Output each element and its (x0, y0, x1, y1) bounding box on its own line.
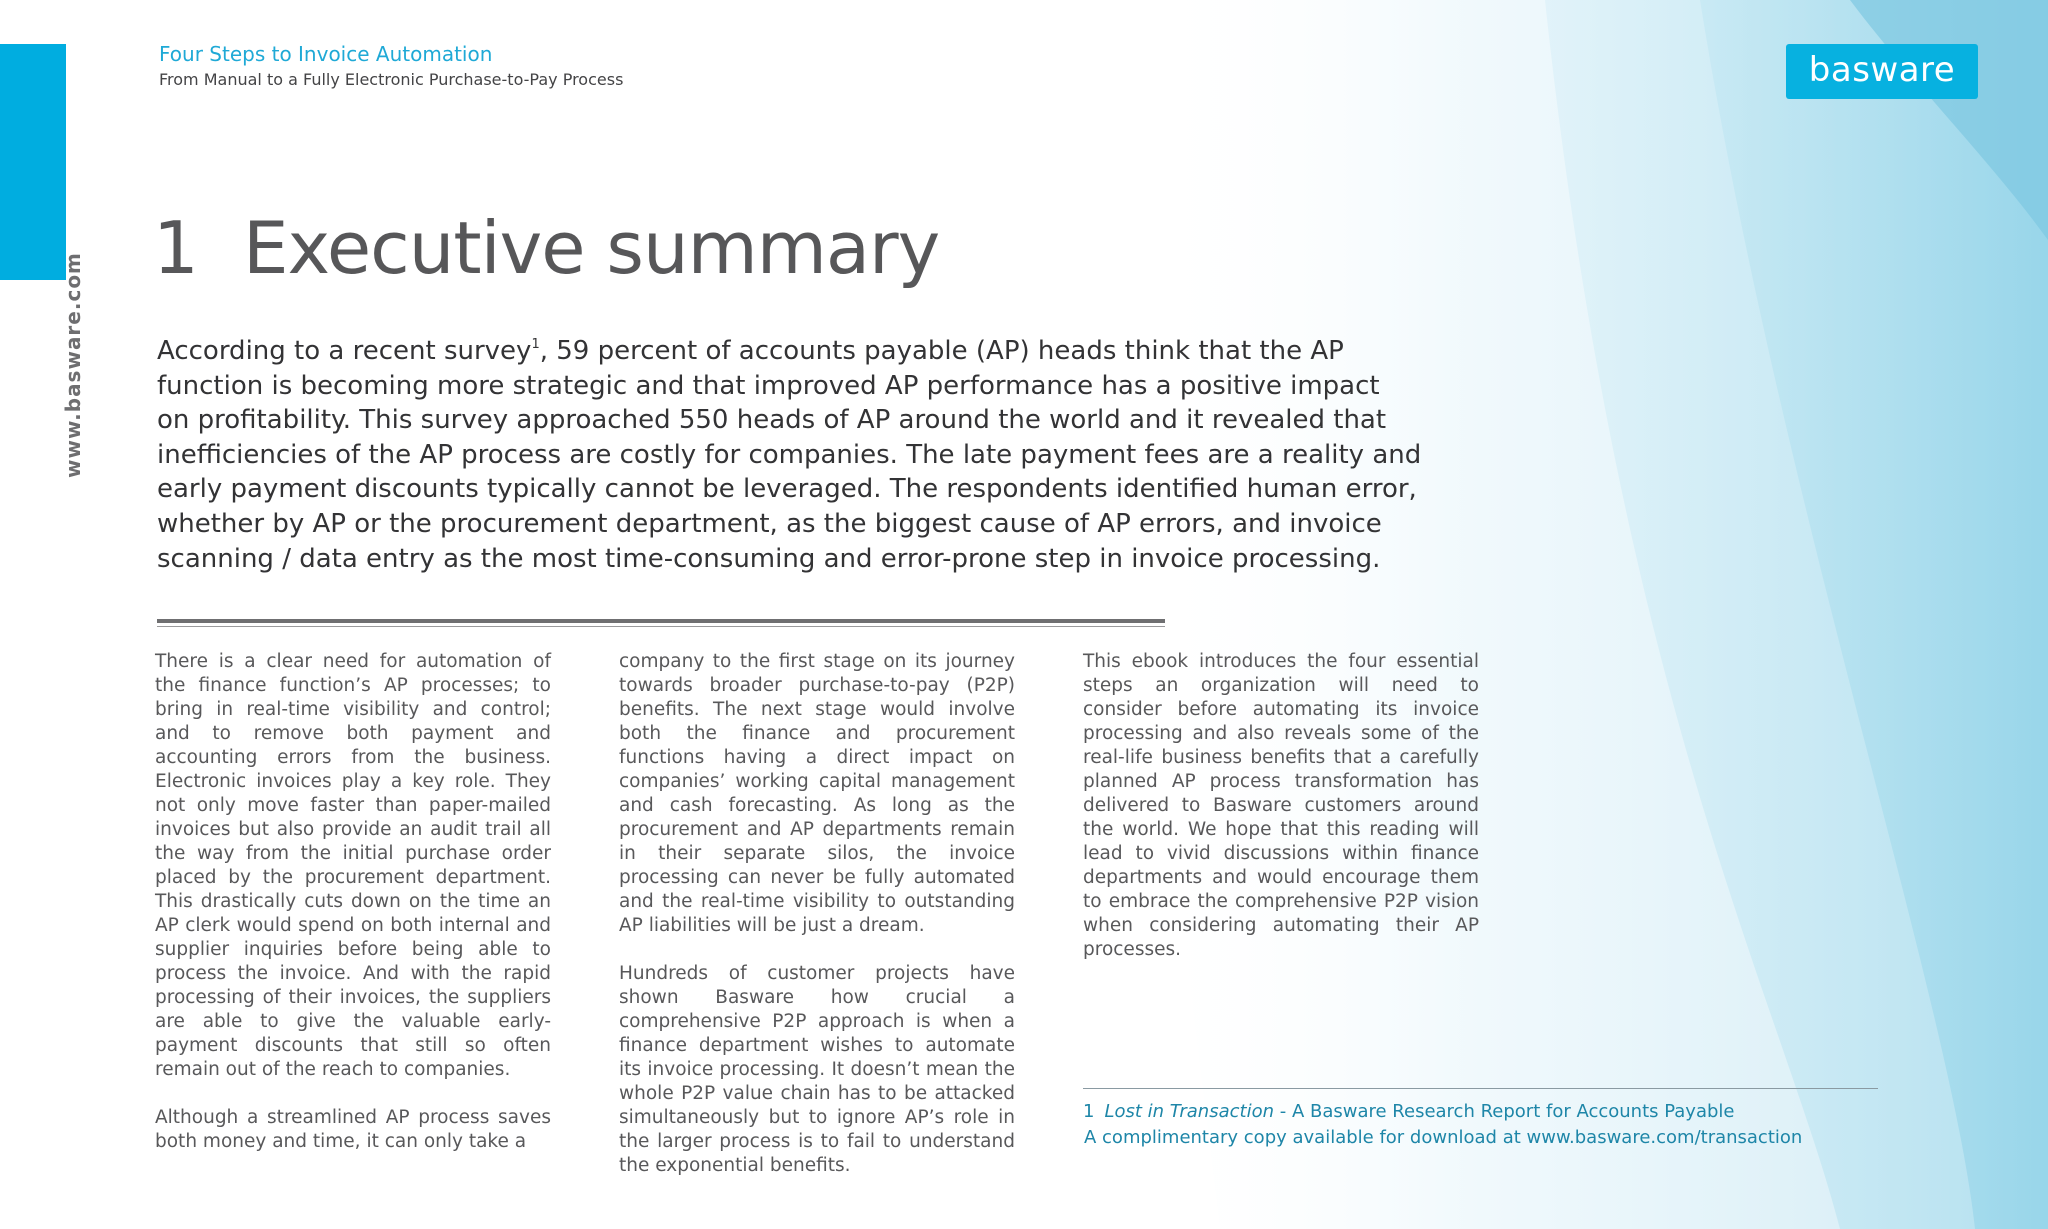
body-column-1 (155, 650, 551, 1154)
footnote-download-link[interactable]: A complimentary copy available for download at www.basware.com/transaction (1084, 1127, 1803, 1148)
lead-line: whether by AP or the procurement department, as the biggest cause of AP errors, and invoice (157, 508, 1382, 539)
section-number: 1 (153, 206, 199, 290)
body-column-2 (619, 650, 1015, 1178)
lead-line: According to a recent survey$^1$, 59 percent of accounts payable (AP) heads think that the AP (157, 336, 1344, 366)
divider-thick (157, 619, 1165, 623)
side-accent-bar (0, 44, 66, 280)
divider-thin (157, 626, 1165, 627)
document-subtitle: From Manual to a Fully Electronic Purchase-to-Pay Process (159, 70, 624, 89)
lead-line: scanning / data entry as the most time-consuming and error-prone step in invoice processing. (157, 543, 1381, 574)
footnote-ref: 1 (531, 337, 540, 352)
body-paragraph: There is a clear need for automation of the finance function’s AP processes; to bring in real-time visibility and control; and to remove both payment and accounting errors from the business. Electronic invoices play a key role. They not only move faster than paper-mailed invoices but also provide an audit trail all the way from the initial purchase order placed by the procurement department. This drastically cuts down on the time an AP clerk would spend on both internal and supplier inquiries before being able to process the invoice. And with the rapid processing of their invoices, the suppliers are able to give the valuable early-payment discounts that still so often remain out of the reach to companies. (155, 651, 551, 1080)
document-title: Four Steps to Invoice Automation (159, 42, 493, 66)
lead-line: on profitability. This survey approached 550 heads of AP around the world and it revealed that (157, 405, 1387, 436)
footnote-report-desc: - A Basware Research Report for Accounts Payable (1274, 1101, 1735, 1122)
lead-line: inefficiencies of the AP process are costly for companies. The late payment fees are a reality and (157, 439, 1422, 470)
basware-logo (1786, 44, 1978, 99)
footnote-divider (1083, 1088, 1878, 1089)
logo-wordmark: basware (1808, 49, 1956, 90)
footnote-report-title: Lost in Transaction (1104, 1101, 1275, 1122)
body-paragraph: company to the first stage on its journey towards broader purchase-to-pay (P2P) benefits. The next stage would involve both the finance and procurement functions having a direct impact on companies’ working capital management and cash forecasting. As long as the procurement and AP departments remain in their separate silos, the invoice processing can never be fully automated and the real-time visibility to outstanding AP liabilities will be just a dream. (619, 651, 1015, 936)
footnote-number: 1 (1083, 1101, 1095, 1122)
lead-line: function is becoming more strategic and that improved AP performance has a positive impact (157, 370, 1380, 401)
body-paragraph: Hundreds of customer projects have shown Basware how crucial a comprehensive P2P approach is when a finance department wishes to automate its invoice processing. It doesn’t mean the whole P2P value chain has to be attacked simultaneously but to ignore AP’s role in the larger process is to fail to understand the exponential benefits. (619, 963, 1015, 1176)
lead-paragraph (157, 334, 1477, 576)
body-paragraph: This ebook introduces the four essential steps an organization will need to consider before automating its invoice processing and also reveals some of the real-life business benefits that a carefully planned AP process transformation has delivered to Basware customers around the world. We hope that this reading will lead to vivid discussions within finance departments and would encourage them to embrace the comprehensive P2P vision when considering automating their AP processes. (1083, 651, 1479, 960)
side-website-url: www.basware.com (61, 252, 85, 478)
body-paragraph: Although a streamlined AP process saves both money and time, it can only take a (155, 1107, 551, 1152)
footnote-line-1 (1083, 1101, 1734, 1122)
section-title: Executive summary (243, 206, 940, 290)
lead-line: early payment discounts typically cannot be leveraged. The respondents identified human error, (157, 474, 1417, 505)
body-column-3 (1083, 650, 1479, 962)
